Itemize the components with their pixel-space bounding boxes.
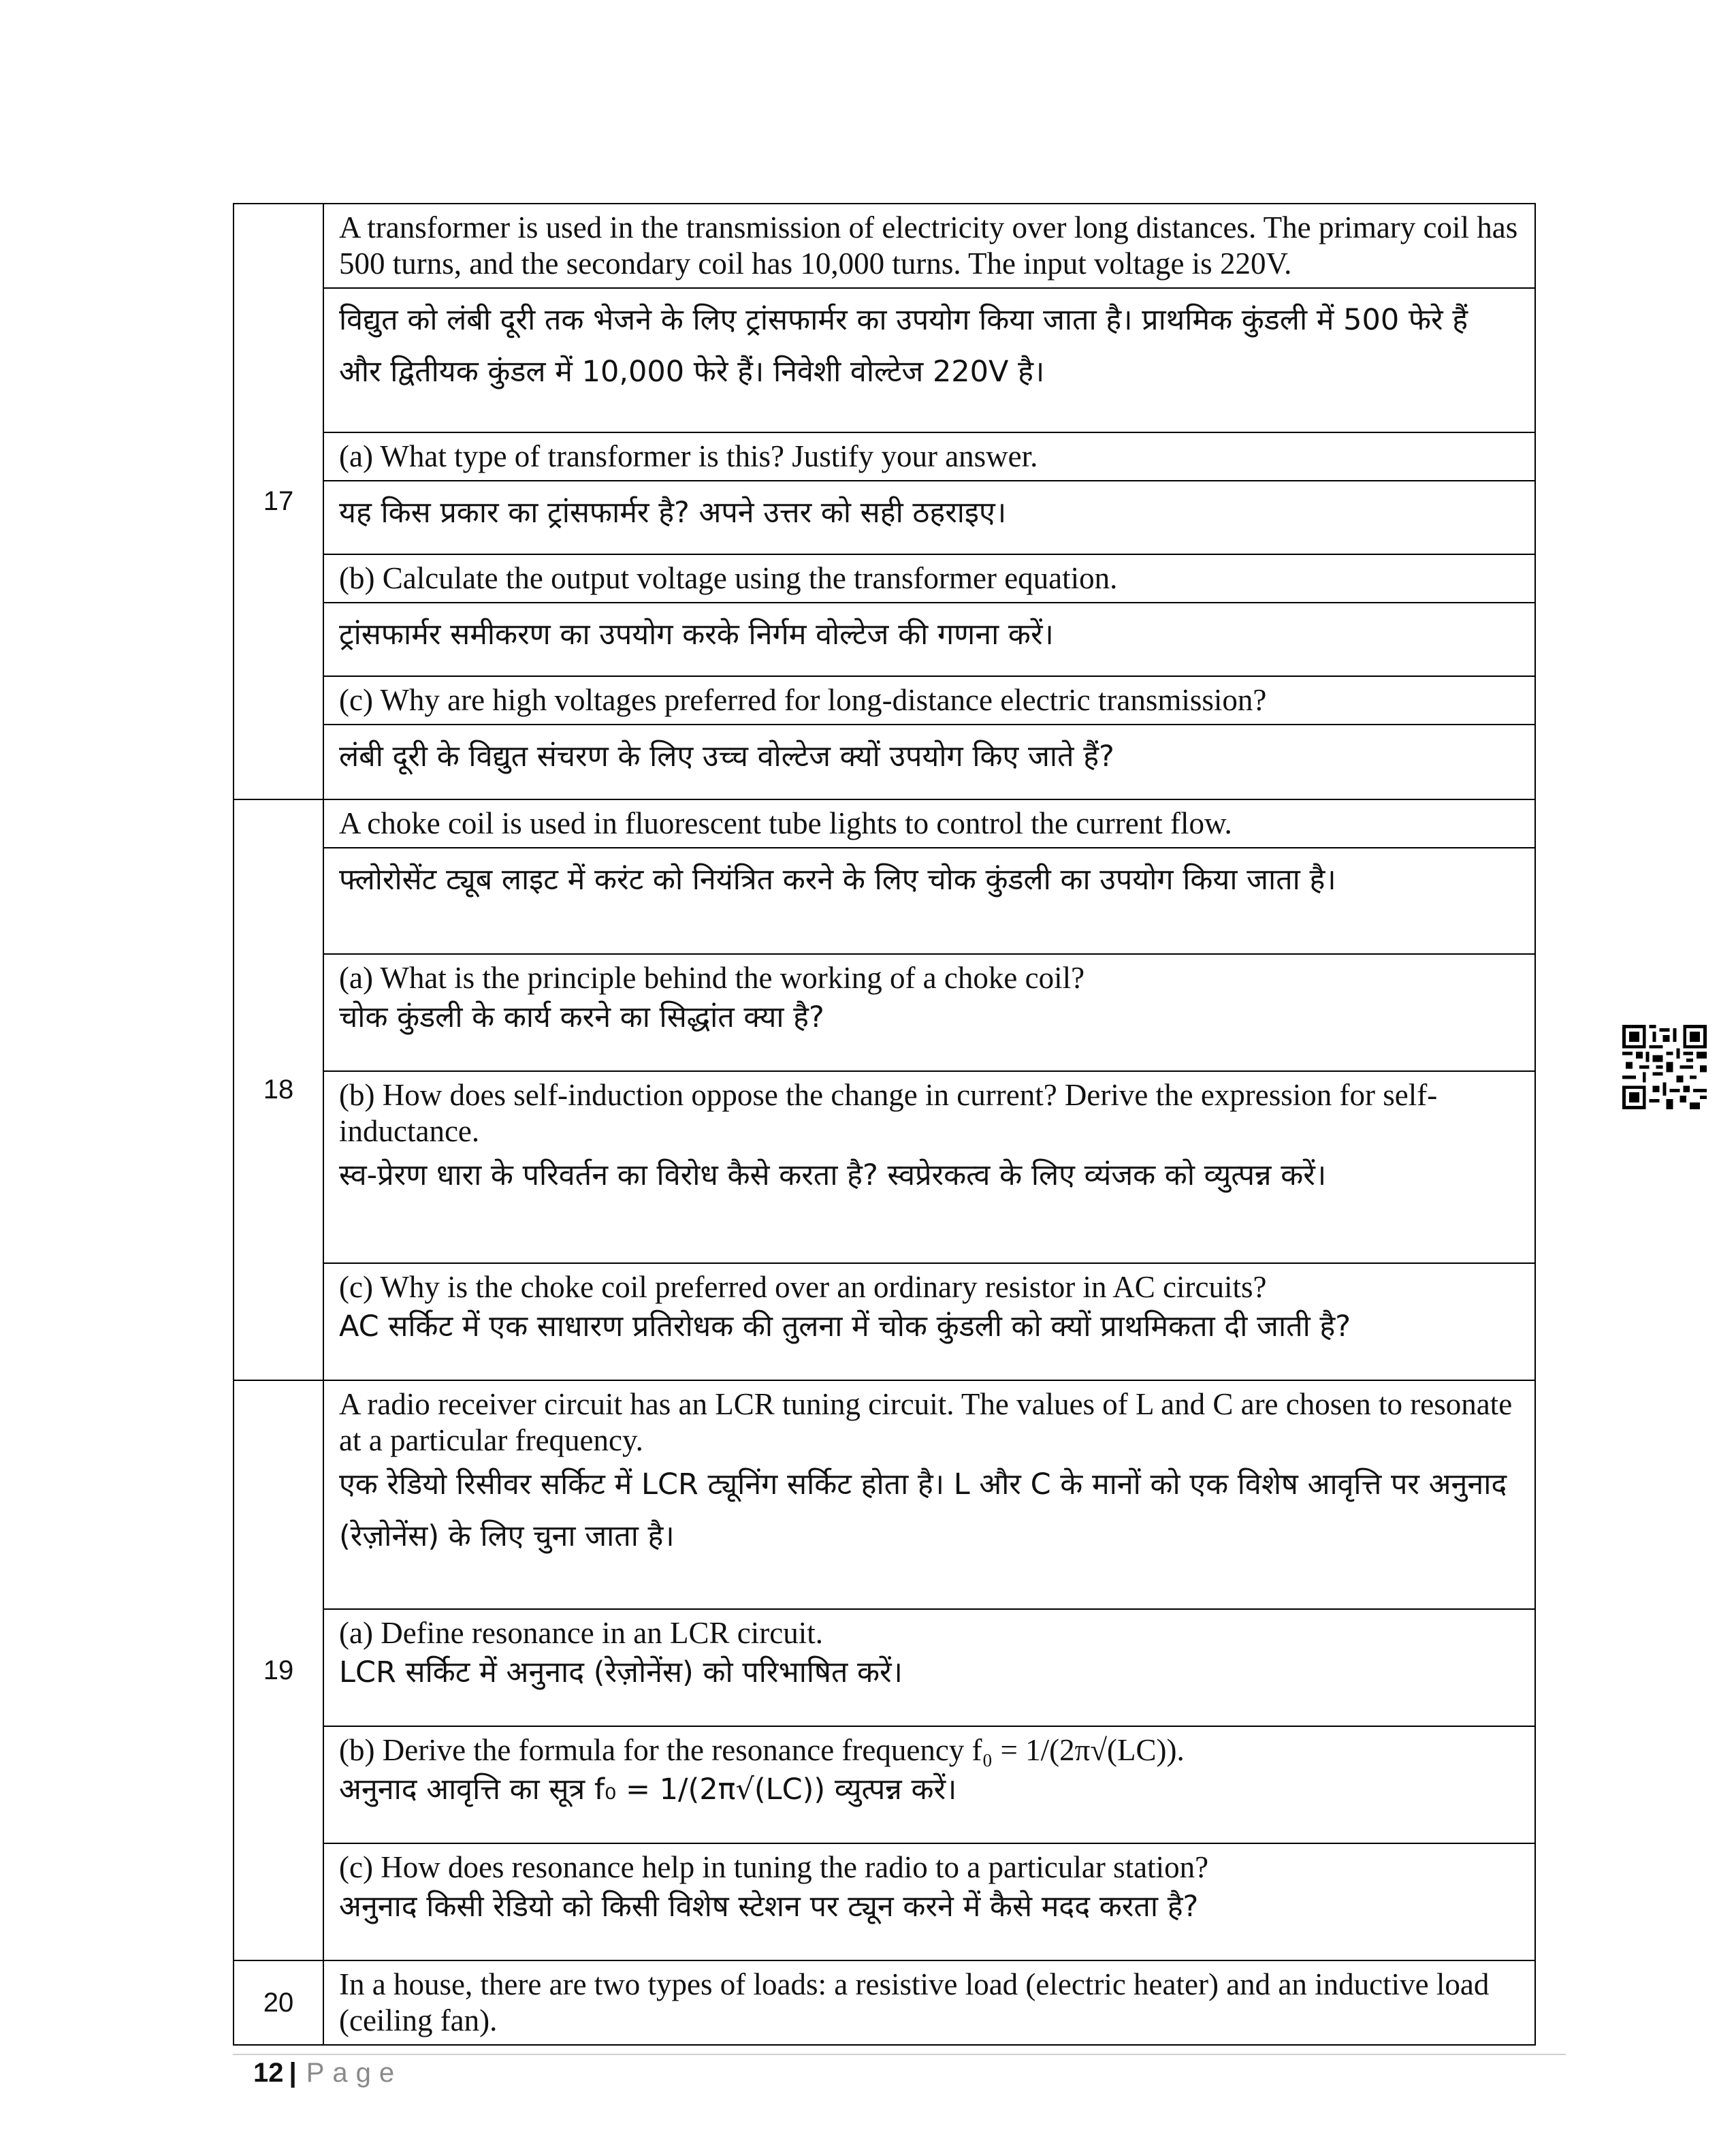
question-text-en: In a house, there are two types of loads: a resistive load (electric heater) and an inductive load (ceiling fan). (339, 1967, 1490, 2037)
question-number: 17 (234, 204, 323, 799)
question-text-en: (a) What type of transformer is this? Justify your answer. (339, 439, 1038, 473)
question-cell (323, 954, 1535, 1071)
question-cell (323, 481, 1535, 554)
question-cell (323, 676, 1535, 725)
question-text-hi: ट्रांसफार्मर समीकरण का उपयोग करके निर्गम वोल्टेज की गणना करें। (339, 618, 1054, 652)
question-text-hi: विद्युत को लंबी दूरी तक भेजने के लिए ट्रांसफार्मर का उपयोग किया जाता है। प्राथमिक कुंडली में 500 फेरे हैं और द्वितीयक कुंडल में 10,000 फेरे हैं। निवेशी वोल्टेज 220V है। (339, 303, 1468, 389)
table-row (234, 1380, 1535, 1609)
question-number: 19 (234, 1380, 323, 1960)
question-number: 20 (234, 1960, 323, 2045)
question-cell (323, 1263, 1535, 1380)
table-row (234, 954, 1535, 1071)
question-cell (323, 1726, 1535, 1843)
question-number: 18 (234, 799, 323, 1380)
question-text-en: (b) How does self-induction oppose the change in current? Derive the expression for self-inductance. (339, 1078, 1438, 1148)
footer-rule (233, 2054, 1566, 2055)
table-row (234, 1263, 1535, 1380)
table-row (234, 1609, 1535, 1726)
qr-code-icon (1622, 1025, 1707, 1109)
question-text-en: (a) What is the principle behind the working of a choke coil? (339, 961, 1085, 995)
question-cell (323, 1843, 1535, 1960)
question-cell (323, 1380, 1535, 1609)
question-cell (323, 848, 1535, 954)
question-text-hi: अनुनाद किसी रेडियो को किसी विशेष स्टेशन पर ट्यून करने में कैसे मदद करता है? (339, 1890, 1199, 1924)
question-table (233, 203, 1536, 2046)
table-row (234, 481, 1535, 554)
table-row (234, 725, 1535, 799)
table-row (234, 432, 1535, 481)
page-footer (253, 2058, 402, 2088)
table-row (234, 1071, 1535, 1263)
footer-separator: | (289, 2058, 297, 2088)
question-text-en: (c) Why are high voltages preferred for long-distance electric transmission? (339, 683, 1267, 717)
question-cell (323, 799, 1535, 848)
question-text-hi: अनुनाद आवृत्ति का सूत्र f₀ = 1/(2π√(LC)) व्युत्पन्न करें। (339, 1773, 957, 1807)
question-text-en: (b) Derive the formula for the resonance frequency f₀ = 1/(2π√(LC)). (339, 1733, 1185, 1767)
question-cell (323, 603, 1535, 676)
table-row (234, 1843, 1535, 1960)
question-text-en: (b) Calculate the output voltage using the transformer equation. (339, 561, 1118, 595)
question-text-en: A transformer is used in the transmission of electricity over long distances. The primary coil has 500 turns, and the secondary coil has 10,000 turns. The input voltage is 220V. (339, 210, 1518, 281)
question-text-en: A choke coil is used in fluorescent tube lights to control the current flow. (339, 806, 1232, 840)
page-label: Page (306, 2058, 403, 2088)
table-row (234, 1726, 1535, 1843)
question-cell (323, 1609, 1535, 1726)
question-text-hi: यह किस प्रकार का ट्रांसफार्मर है? अपने उत्तर को सही ठहराइए। (339, 496, 1007, 530)
question-cell (323, 1071, 1535, 1263)
question-cell (323, 432, 1535, 481)
question-text-hi: चोक कुंडली के कार्य करने का सिद्धांत क्या है? (339, 1000, 824, 1034)
question-text-hi: AC सर्किट में एक साधारण प्रतिरोधक की तुलना में चोक कुंडली को क्यों प्राथमिकता दी जाती है? (339, 1309, 1351, 1344)
question-cell (323, 288, 1535, 432)
question-cell (323, 725, 1535, 799)
question-text-en: (a) Define resonance in an LCR circuit. (339, 1616, 823, 1650)
table-row (234, 848, 1535, 954)
table-row (234, 676, 1535, 725)
question-text-hi: फ्लोरोसेंट ट्यूब लाइट में करंट को नियंत्रित करने के लिए चोक कुंडली का उपयोग किया जाता है। (339, 863, 1336, 897)
question-text-en: (c) How does resonance help in tuning the radio to a particular station? (339, 1850, 1209, 1884)
question-text-hi: स्व-प्रेरण धारा के परिवर्तन का विरोध कैसे करता है? स्वप्रेरकत्व के लिए व्यंजक को व्युत्पन्न करें। (339, 1158, 1327, 1192)
table-row (234, 554, 1535, 603)
question-cell (323, 554, 1535, 603)
table-row (234, 603, 1535, 676)
table-row (234, 799, 1535, 848)
table-row (234, 288, 1535, 432)
question-cell (323, 204, 1535, 288)
question-text-hi: LCR सर्किट में अनुनाद (रेज़ोनेंस) को परिभाषित करें। (339, 1655, 903, 1689)
question-cell (323, 1960, 1535, 2045)
table-row (234, 1960, 1535, 2045)
question-text-hi: एक रेडियो रिसीवर सर्किट में LCR ट्यूनिंग सर्किट होता है। L और C के मानों को एक विशेष आवृत्ति पर अनुनाद (रेज़ोनेंस) के लिए चुना जाता है। (339, 1467, 1507, 1553)
question-text-en: A radio receiver circuit has an LCR tuning circuit. The values of L and C are chosen to resonate at a particular frequency. (339, 1387, 1513, 1457)
table-row (234, 204, 1535, 288)
question-text-en: (c) Why is the choke coil preferred over an ordinary resistor in AC circuits? (339, 1270, 1267, 1304)
page-number: 12 (253, 2058, 284, 2088)
question-text-hi: लंबी दूरी के विद्युत संचरण के लिए उच्च वोल्टेज क्यों उपयोग किए जाते हैं? (339, 740, 1114, 774)
